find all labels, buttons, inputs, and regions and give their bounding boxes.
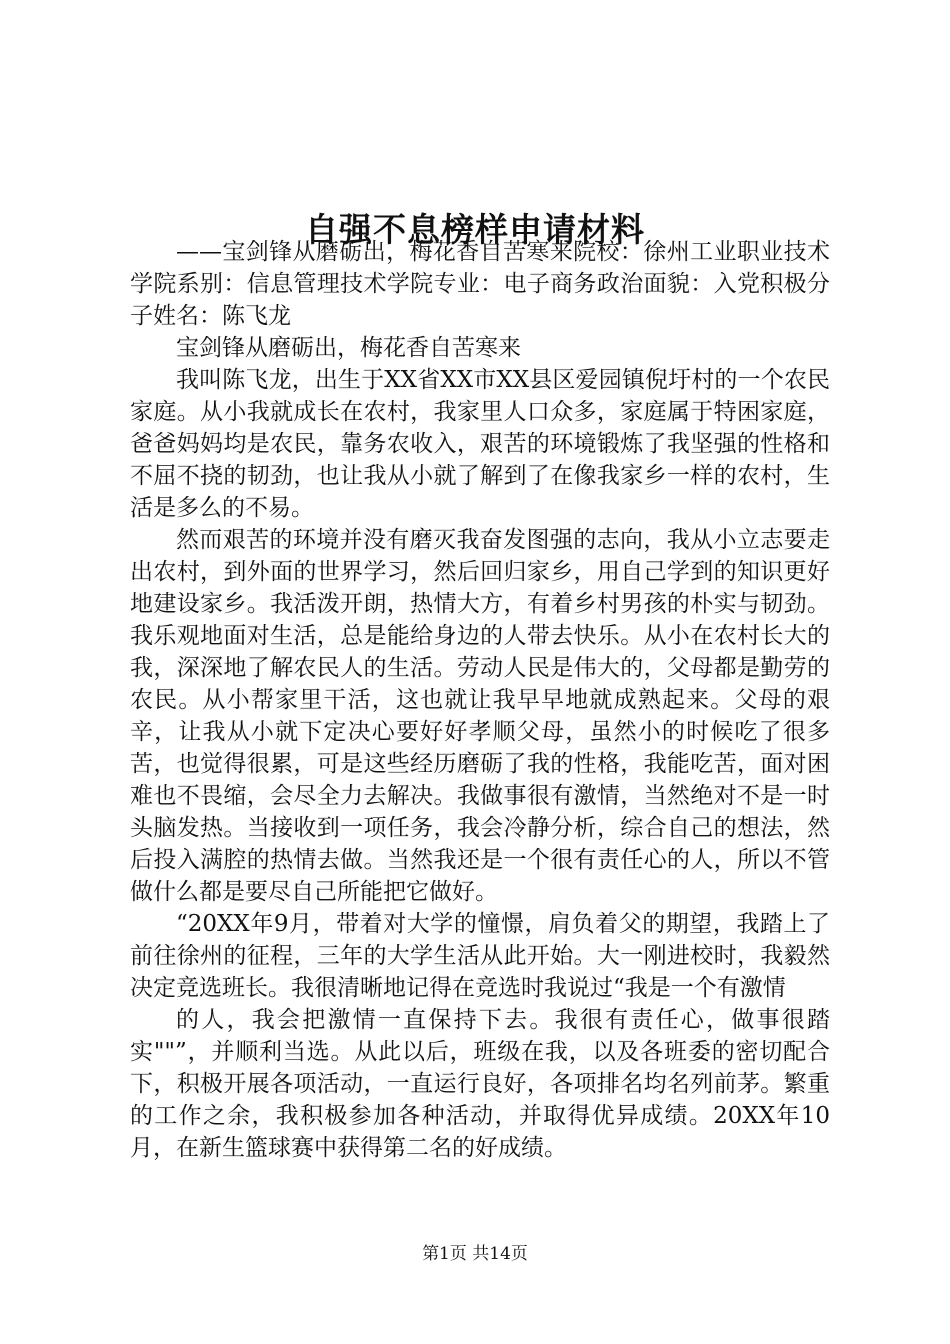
- paragraph-intro: 我叫陈飞龙，出生于XX省XX市XX县区爱园镇倪圩村的一个农民家庭。从小我就成长在农村，我家里人口众多，家庭属于特困家庭，爸爸妈妈均是农民，靠务农收入，艰苦的环境锻炼了我坚强的性格和不屈不挠的韧劲，也让我从小就了解到了在像我家乡一样的农村，生活是多么的不易。: [130, 367, 830, 521]
- paragraph-character: 然而艰苦的环境并没有磨灭我奋发图强的志向，我从小立志要走出农村，到外面的世界学习，然后回归家乡，用自己学到的知识更好地建设家乡。我活泼开朗，热情大方，有着乡村男孩的朴实与韧劲。我乐观地面对生活，总是能给身边的人带去快乐。从小在农村长大的我，深深地了解农民人的生活。劳动人民是伟大的，父母都是勤劳的农民。从小帮家里干活，这也就让我早早地就成熟起来。父母的艰辛，让我从小就下定决心要好好孝顺父母，虽然小的时候吃了很多苦，也觉得很累，可是这些经历磨砺了我的性格，我能吃苦，面对困难也不畏缩，会尽全力去解决。我做事很有激情，当然绝对不是一时头脑发热。当接收到一项任务，我会冷静分析，综合自己的想法，然后投入满腔的热情去做。当然我还是一个很有责任心的人，所以不管做什么都是要尽自己所能把它做好。: [130, 527, 830, 905]
- paragraph-subtitle: ——宝剑锋从磨砺出，梅花香自苦寒来院校：徐州工业职业技术学院系别：信息管理技术学院专业：电子商务政治面貌：入党积极分子姓名：陈飞龙: [130, 239, 830, 329]
- paragraph-motto: 宝剑锋从磨砺出，梅花香自苦寒来: [176, 335, 521, 361]
- paragraph-college: “20XX年9月，带着对大学的憧憬，肩负着父的期望，我踏上了前往徐州的征程，三年的大学生活从此开始。大一刚进校时，我毅然决定竞选班长。我很清晰地记得在竞选时我说过“我是一个有激情: [130, 911, 830, 1001]
- page-number: 第1页 共14页: [422, 1244, 528, 1264]
- document-body: [130, 236, 830, 1164]
- document-title: 自强不息榜样申请材料: [305, 210, 645, 250]
- paragraph-college-continued: 的人，我会把激情一直保持下去。我很有责任心，做事很踏实""”，并顺利当选。从此以后，班级在我，以及各班委的密切配合下，积极开展各项活动，一直运行良好，各项排名均名列前茅。繁重的工作之余，我积极参加各种活动，并取得优异成绩。20XX年10月，在新生篮球赛中获得第二名的好成绩。: [130, 1007, 830, 1161]
